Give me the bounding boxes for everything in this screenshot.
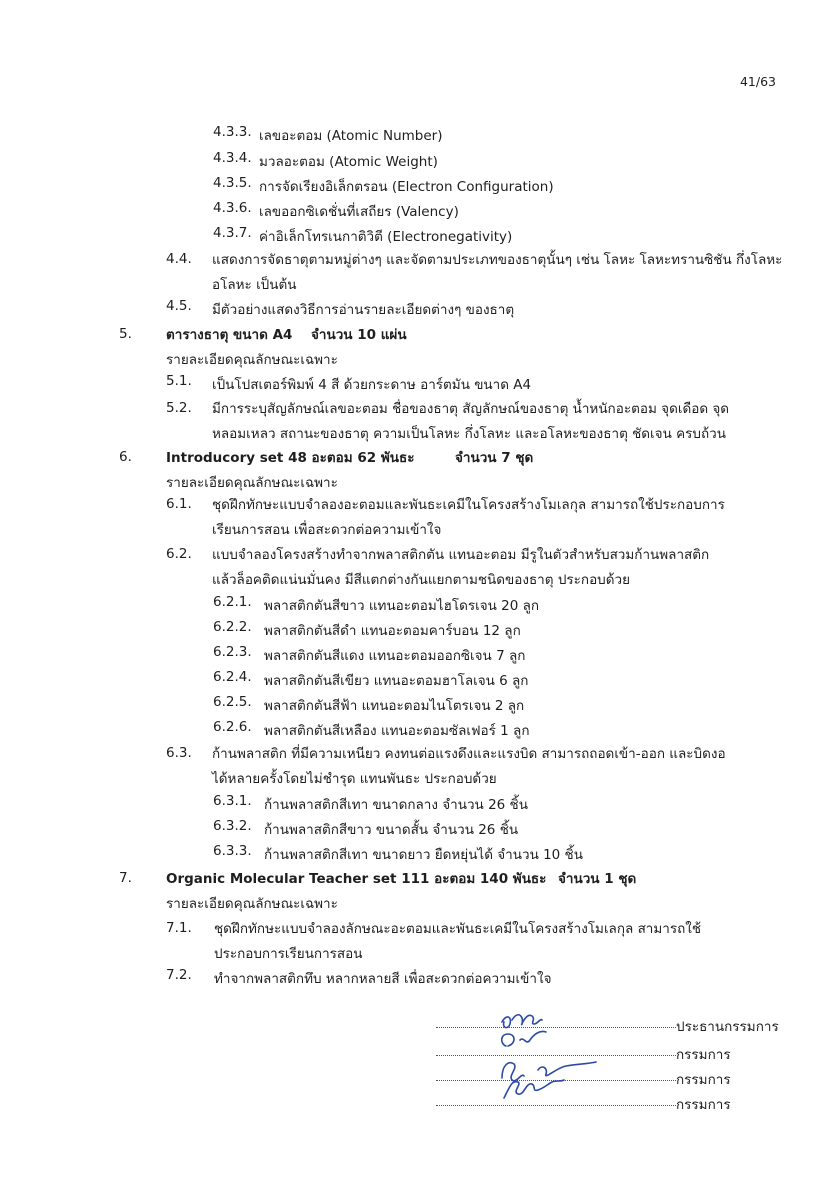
item-text: ก้านพลาสติกสีเทา ขนาดกลาง จำนวน 26 ชิ้น xyxy=(264,797,528,813)
item-number: 4.5. xyxy=(166,298,192,314)
item-number: 4.4. xyxy=(166,251,192,267)
item-number: 6.2.1. xyxy=(213,594,252,610)
section-number: 7. xyxy=(119,870,132,886)
signature-role: กรรมการ xyxy=(676,1047,731,1063)
section-title: Introducory set 48 อะตอม 62 พันธะ xyxy=(166,450,415,466)
section-quantity: จำนวน 1 ชุด xyxy=(558,871,637,887)
item-number: 6.2.2. xyxy=(213,619,252,635)
item-text: การจัดเรียงอิเล็กตรอน (Electron Configuration) xyxy=(259,179,554,195)
item-text-line1: ชุดฝึกทักษะแบบจำลองลักษณะอะตอมและพันธะเคมีในโครงสร้างโมเลกุล สามารถใช้ xyxy=(214,921,702,937)
item-number: 6.3.2. xyxy=(213,818,252,834)
item-text: มีตัวอย่างแสดงวิธีการอ่านรายละเอียดต่างๆ ของธาตุ xyxy=(212,302,515,318)
item-text-line2: แล้วล็อคติดแน่นมั่นคง มีสีแตกต่างกันแยกตามชนิดของธาตุ ประกอบด้วย xyxy=(212,572,630,588)
section-quantity: จำนวน 10 แผ่น xyxy=(311,327,407,343)
item-number: 5.1. xyxy=(166,373,192,389)
item-number: 4.3.4. xyxy=(213,150,252,166)
item-text-line1: มีการระบุสัญลักษณ์เลขอะตอม ชื่อของธาตุ สัญลักษณ์ของธาตุ น้ำหนักอะตอม จุดเดือด จุด xyxy=(212,401,730,417)
handwritten-signatures xyxy=(480,1000,680,1110)
item-text: พลาสติกตันสีแดง แทนอะตอมออกซิเจน 7 ลูก xyxy=(264,648,526,664)
spec-heading: รายละเอียดคุณลักษณะเฉพาะ xyxy=(166,352,338,368)
item-text: ก้านพลาสติกสีเทา ขนาดยาว ยืดหยุ่นได้ จำนวน 10 ชิ้น xyxy=(264,847,583,863)
item-text-line1: ชุดฝึกทักษะแบบจำลองอะตอมและพันธะเคมีในโครงสร้างโมเลกุล สามารถใช้ประกอบการ xyxy=(212,497,725,513)
item-text: เลขออกซิเดชั่นที่เสถียร (Valency) xyxy=(259,204,459,220)
item-text-line1: ก้านพลาสติก ที่มีความเหนียว คงทนต่อแรงดึงและแรงบิด สามารถถอดเข้า-ออก และบิดงอ xyxy=(212,746,726,762)
item-text-line1: แบบจำลองโครงสร้างทำจากพลาสติกตัน แทนอะตอม มีรูในตัวสำหรับสวมก้านพลาสติก xyxy=(212,547,710,563)
item-number: 6.3.3. xyxy=(213,843,252,859)
item-text: ค่าอิเล็กโทรเนกาติวิตี (Electronegativity) xyxy=(259,229,513,245)
item-number: 6.3. xyxy=(166,745,192,761)
signature-role: กรรมการ xyxy=(676,1097,731,1113)
item-number: 7.1. xyxy=(166,920,192,936)
item-number: 4.3.5. xyxy=(213,175,252,191)
item-text: พลาสติกตันสีขาว แทนอะตอมไฮโดรเจน 20 ลูก xyxy=(264,598,540,614)
section-quantity: จำนวน 7 ชุด xyxy=(455,450,534,466)
signature-role: ประธานกรรมการ xyxy=(676,1019,779,1035)
section-number: 5. xyxy=(119,326,132,342)
item-number: 4.3.6. xyxy=(213,200,252,216)
item-text: พลาสติกตันสีเขียว แทนอะตอมฮาโลเจน 6 ลูก xyxy=(264,673,529,689)
item-text-line2: หลอมเหลว สถานะของธาตุ ความเป็นโลหะ กึ่งโลหะ และอโลหะของธาตุ ชัดเจน ครบถ้วน xyxy=(212,426,726,442)
page-number: 41/63 xyxy=(739,74,776,89)
item-number: 6.2.4. xyxy=(213,669,252,685)
item-number: 7.2. xyxy=(166,967,192,983)
section-number: 6. xyxy=(119,449,132,465)
item-number: 4.3.7. xyxy=(213,225,252,241)
signature-role: กรรมการ xyxy=(676,1072,731,1088)
item-text: ทำจากพลาสติกทึบ หลากหลายสี เพื่อสะดวกต่อความเข้าใจ xyxy=(214,971,552,987)
item-text: เป็นโปสเตอร์พิมพ์ 4 สี ด้วยกระดาษ อาร์ตมัน ขนาด A4 xyxy=(212,377,532,393)
item-text: พลาสติกตันสีฟ้า แทนอะตอมไนโตรเจน 2 ลูก xyxy=(264,698,525,714)
item-number: 6.3.1. xyxy=(213,793,252,809)
item-number: 6.1. xyxy=(166,496,192,512)
item-text: พลาสติกตันสีดำ แทนอะตอมคาร์บอน 12 ลูก xyxy=(264,623,521,639)
item-text: พลาสติกตันสีเหลือง แทนอะตอมซัลเฟอร์ 1 ลูก xyxy=(264,723,530,739)
item-text: มวลอะตอม (Atomic Weight) xyxy=(259,154,438,170)
item-number: 6.2.6. xyxy=(213,719,252,735)
item-number: 6.2. xyxy=(166,546,192,562)
spec-heading: รายละเอียดคุณลักษณะเฉพาะ xyxy=(166,896,338,912)
section-title: Organic Molecular Teacher set 111 อะตอม 140 พันธะ xyxy=(166,871,547,887)
item-number: 4.3.3. xyxy=(213,124,252,140)
spec-heading: รายละเอียดคุณลักษณะเฉพาะ xyxy=(166,475,338,491)
item-text-line2: เรียนการสอน เพื่อสะดวกต่อความเข้าใจ xyxy=(212,522,442,538)
item-number: 6.2.5. xyxy=(213,694,252,710)
item-text-line1: แสดงการจัดธาตุตามหมู่ต่างๆ และจัดตามประเภทของธาตุนั้นๆ เช่น โลหะ โลหะทรานซิชัน กึ่งโลหะ xyxy=(212,252,783,268)
item-number: 5.2. xyxy=(166,400,192,416)
section-title: ตารางธาตุ ขนาด A4 xyxy=(166,327,293,343)
item-text-line2: ประกอบการเรียนการสอน xyxy=(214,946,363,962)
item-number: 6.2.3. xyxy=(213,644,252,660)
item-text-line2: ได้หลายครั้งโดยไม่ชำรุด แทนพันธะ ประกอบด้วย xyxy=(212,771,497,787)
item-text: เลขอะตอม (Atomic Number) xyxy=(259,128,443,144)
item-text-line2: อโลหะ เป็นต้น xyxy=(212,277,297,293)
item-text: ก้านพลาสติกสีขาว ขนาดสั้น จำนวน 26 ชิ้น xyxy=(264,822,519,838)
